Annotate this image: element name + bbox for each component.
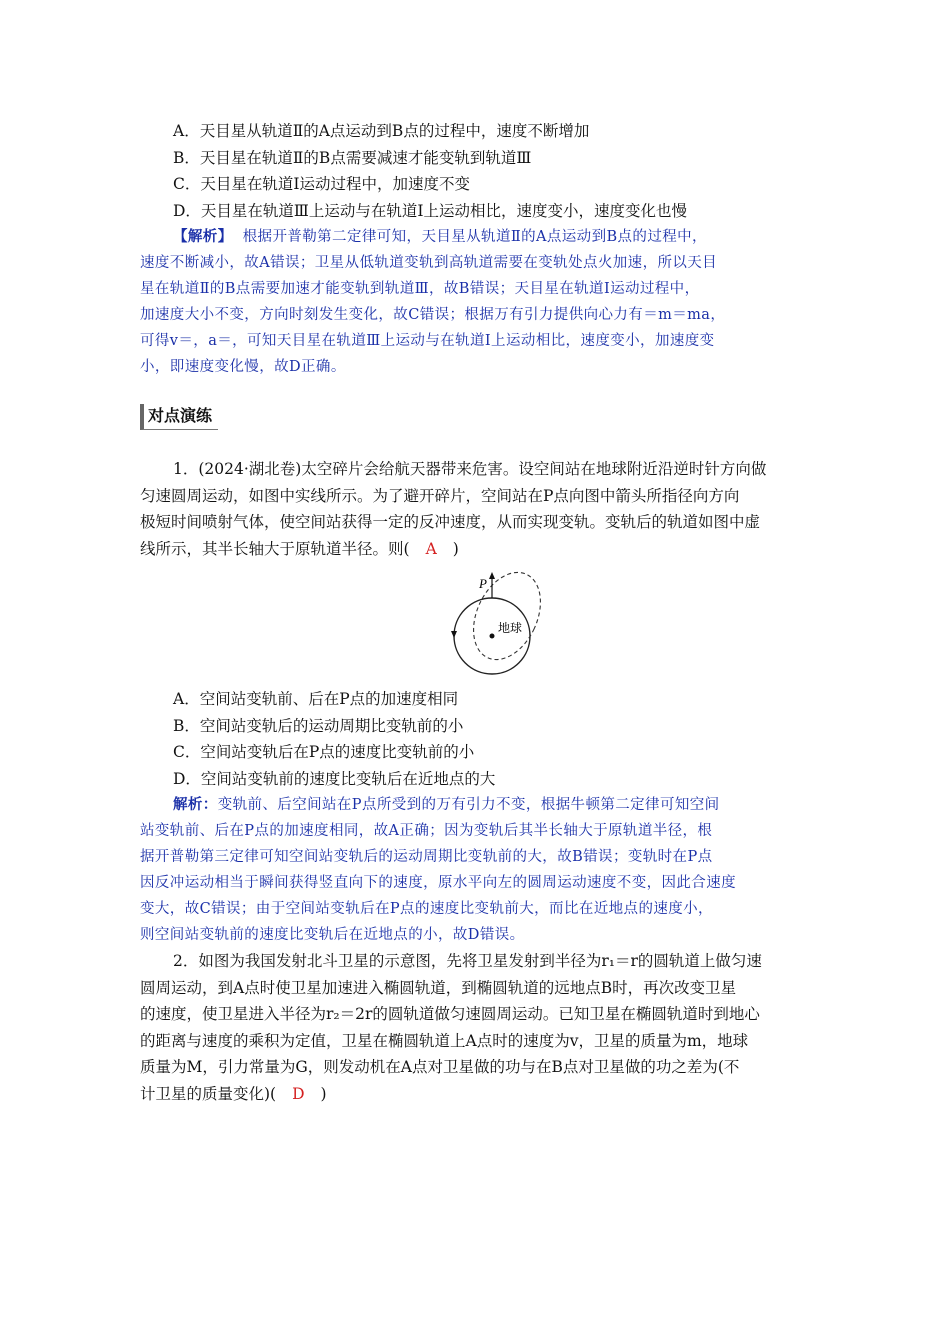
q1-option-d: D．空间站变轨前的速度比变轨后在近地点的大 bbox=[173, 769, 496, 788]
q1-option-b: B．空间站变轨后的运动周期比变轨前的小 bbox=[173, 716, 464, 735]
question-line: 1．(2024·湖北卷)太空碎片会给航天器带来危害。设空间站在地球附近沿逆时针方向做 bbox=[173, 460, 767, 478]
question-line: 的距离与速度的乘积为定值，卫星在椭圆轨道上A点时的速度为v，卫星的质量为m，地球 bbox=[140, 1031, 749, 1050]
explanation-line: 小，即速度变化慢，故D正确。 bbox=[140, 359, 346, 375]
q1-option-a: A．空间站变轨前、后在P点的加速度相同 bbox=[173, 690, 459, 708]
question-line: 圆周运动，到A点时使卫星加速进入椭圆轨道，到椭圆轨道的远地点B时，再次改变卫星 bbox=[140, 978, 737, 997]
question-2 bbox=[140, 948, 812, 1107]
prev-question-options bbox=[140, 118, 812, 224]
new-orbit bbox=[460, 568, 553, 670]
option-c: C．天目星在轨道Ⅰ运动过程中，加速度不变 bbox=[173, 175, 470, 193]
earth-label: 地球 bbox=[498, 621, 523, 635]
explanation-line: 速度不断减小，故A错误；卫星从低轨道变轨到高轨道需要在变轨处点火加速，所以天目 bbox=[140, 255, 718, 271]
point-p-label: P bbox=[479, 576, 487, 591]
explanation-line: 站变轨前、后在P点的加速度相同，故A正确；因为变轨后其半长轴大于原轨道半径，根 bbox=[140, 823, 713, 839]
explanation-line: 变轨前、后空间站在P点所受到的万有引力不变，根据牛顿第二定律可知空间 bbox=[217, 797, 720, 813]
arrow-head-icon bbox=[489, 572, 495, 579]
orbit-figure bbox=[445, 568, 555, 680]
answer-mark: D bbox=[292, 1084, 305, 1103]
explanation-label: 解析： bbox=[173, 796, 218, 813]
question-1 bbox=[140, 456, 812, 562]
close-paren: ) bbox=[320, 1084, 327, 1103]
section-title: 对点演练 bbox=[140, 404, 218, 430]
explanation-line: 则空间站变轨前的速度比变轨后在近地点的小，故D错误。 bbox=[140, 927, 525, 943]
question-line: 极短时间喷射气体，使空间站获得一定的反冲速度，从而实现变轨。变轨后的轨道如图中虚 bbox=[140, 513, 761, 531]
question-line: 线所示，其半长轴大于原轨道半径。则( bbox=[140, 539, 410, 558]
question-line: 计卫星的质量变化)( bbox=[140, 1084, 277, 1103]
option-a: A．天目星从轨道Ⅱ的A点运动到B点的过程中，速度不断增加 bbox=[173, 122, 590, 140]
option-d: D．天目星在轨道Ⅲ上运动与在轨道Ⅰ上运动相比，速度变小，速度变化也慢 bbox=[173, 201, 687, 220]
explanation-line: 可得v＝，a＝，可知天目星在轨道Ⅲ上运动与在轨道Ⅰ上运动相比，速度变小，加速度变 bbox=[140, 333, 715, 349]
direction-arrow-icon bbox=[451, 631, 457, 638]
explanation-line: 加速度大小不变，方向时刻发生变化，故C错误；根据万有引力提供向心力有＝m＝ma， bbox=[140, 307, 726, 323]
question-line: 2．如图为我国发射北斗卫星的示意图，先将卫星发射到半径为r₁＝r的圆轨道上做匀速 bbox=[173, 952, 762, 970]
question-line: 匀速圆周运动，如图中实线所示。为了避开碎片，空间站在P点向图中箭头所指径向方向 bbox=[140, 486, 740, 505]
explanation-label: 【解析】 bbox=[173, 228, 233, 245]
q1-option-c: C．空间站变轨后在P点的速度比变轨前的小 bbox=[173, 743, 475, 761]
explanation-line: 星在轨道Ⅱ的B点需要加速才能变轨到轨道Ⅲ，故B错误；天目星在轨道Ⅰ运动过程中， bbox=[140, 281, 700, 297]
option-b: B．天目星在轨道Ⅱ的B点需要减速才能变轨到轨道Ⅲ bbox=[173, 148, 532, 167]
q1-options bbox=[140, 686, 812, 792]
earth-dot bbox=[490, 634, 495, 639]
document-page bbox=[140, 118, 812, 1107]
question-line: 质量为M，引力常量为G，则发动机在A点对卫星做的功与在B点对卫星做的功之差为(不 bbox=[140, 1058, 740, 1076]
section-header bbox=[140, 404, 812, 430]
q1-explanation bbox=[140, 792, 812, 948]
close-paren: ) bbox=[452, 539, 459, 558]
explanation-line: 据开普勒第三定律可知空间站变轨后的运动周期比变轨前的大，故B错误；变轨时在P点 bbox=[140, 849, 713, 865]
answer-mark: A bbox=[425, 539, 437, 558]
question-line: 的速度，使卫星进入半径为r₂＝2r的圆轨道做匀速圆周运动。已知卫星在椭圆轨道时到地心 bbox=[140, 1005, 760, 1023]
explanation-line: 根据开普勒第二定律可知，天目星从轨道Ⅱ的A点运动到B点的过程中， bbox=[242, 229, 707, 245]
explanation-line: 因反冲运动相当于瞬间获得竖直向下的速度，原水平向左的圆周运动速度不变，因此合速度 bbox=[140, 875, 736, 891]
prev-explanation bbox=[140, 224, 812, 380]
explanation-line: 变大，故C错误；由于空间站变轨后在P点的速度比变轨前大，而比在近地点的速度小， bbox=[140, 901, 713, 917]
